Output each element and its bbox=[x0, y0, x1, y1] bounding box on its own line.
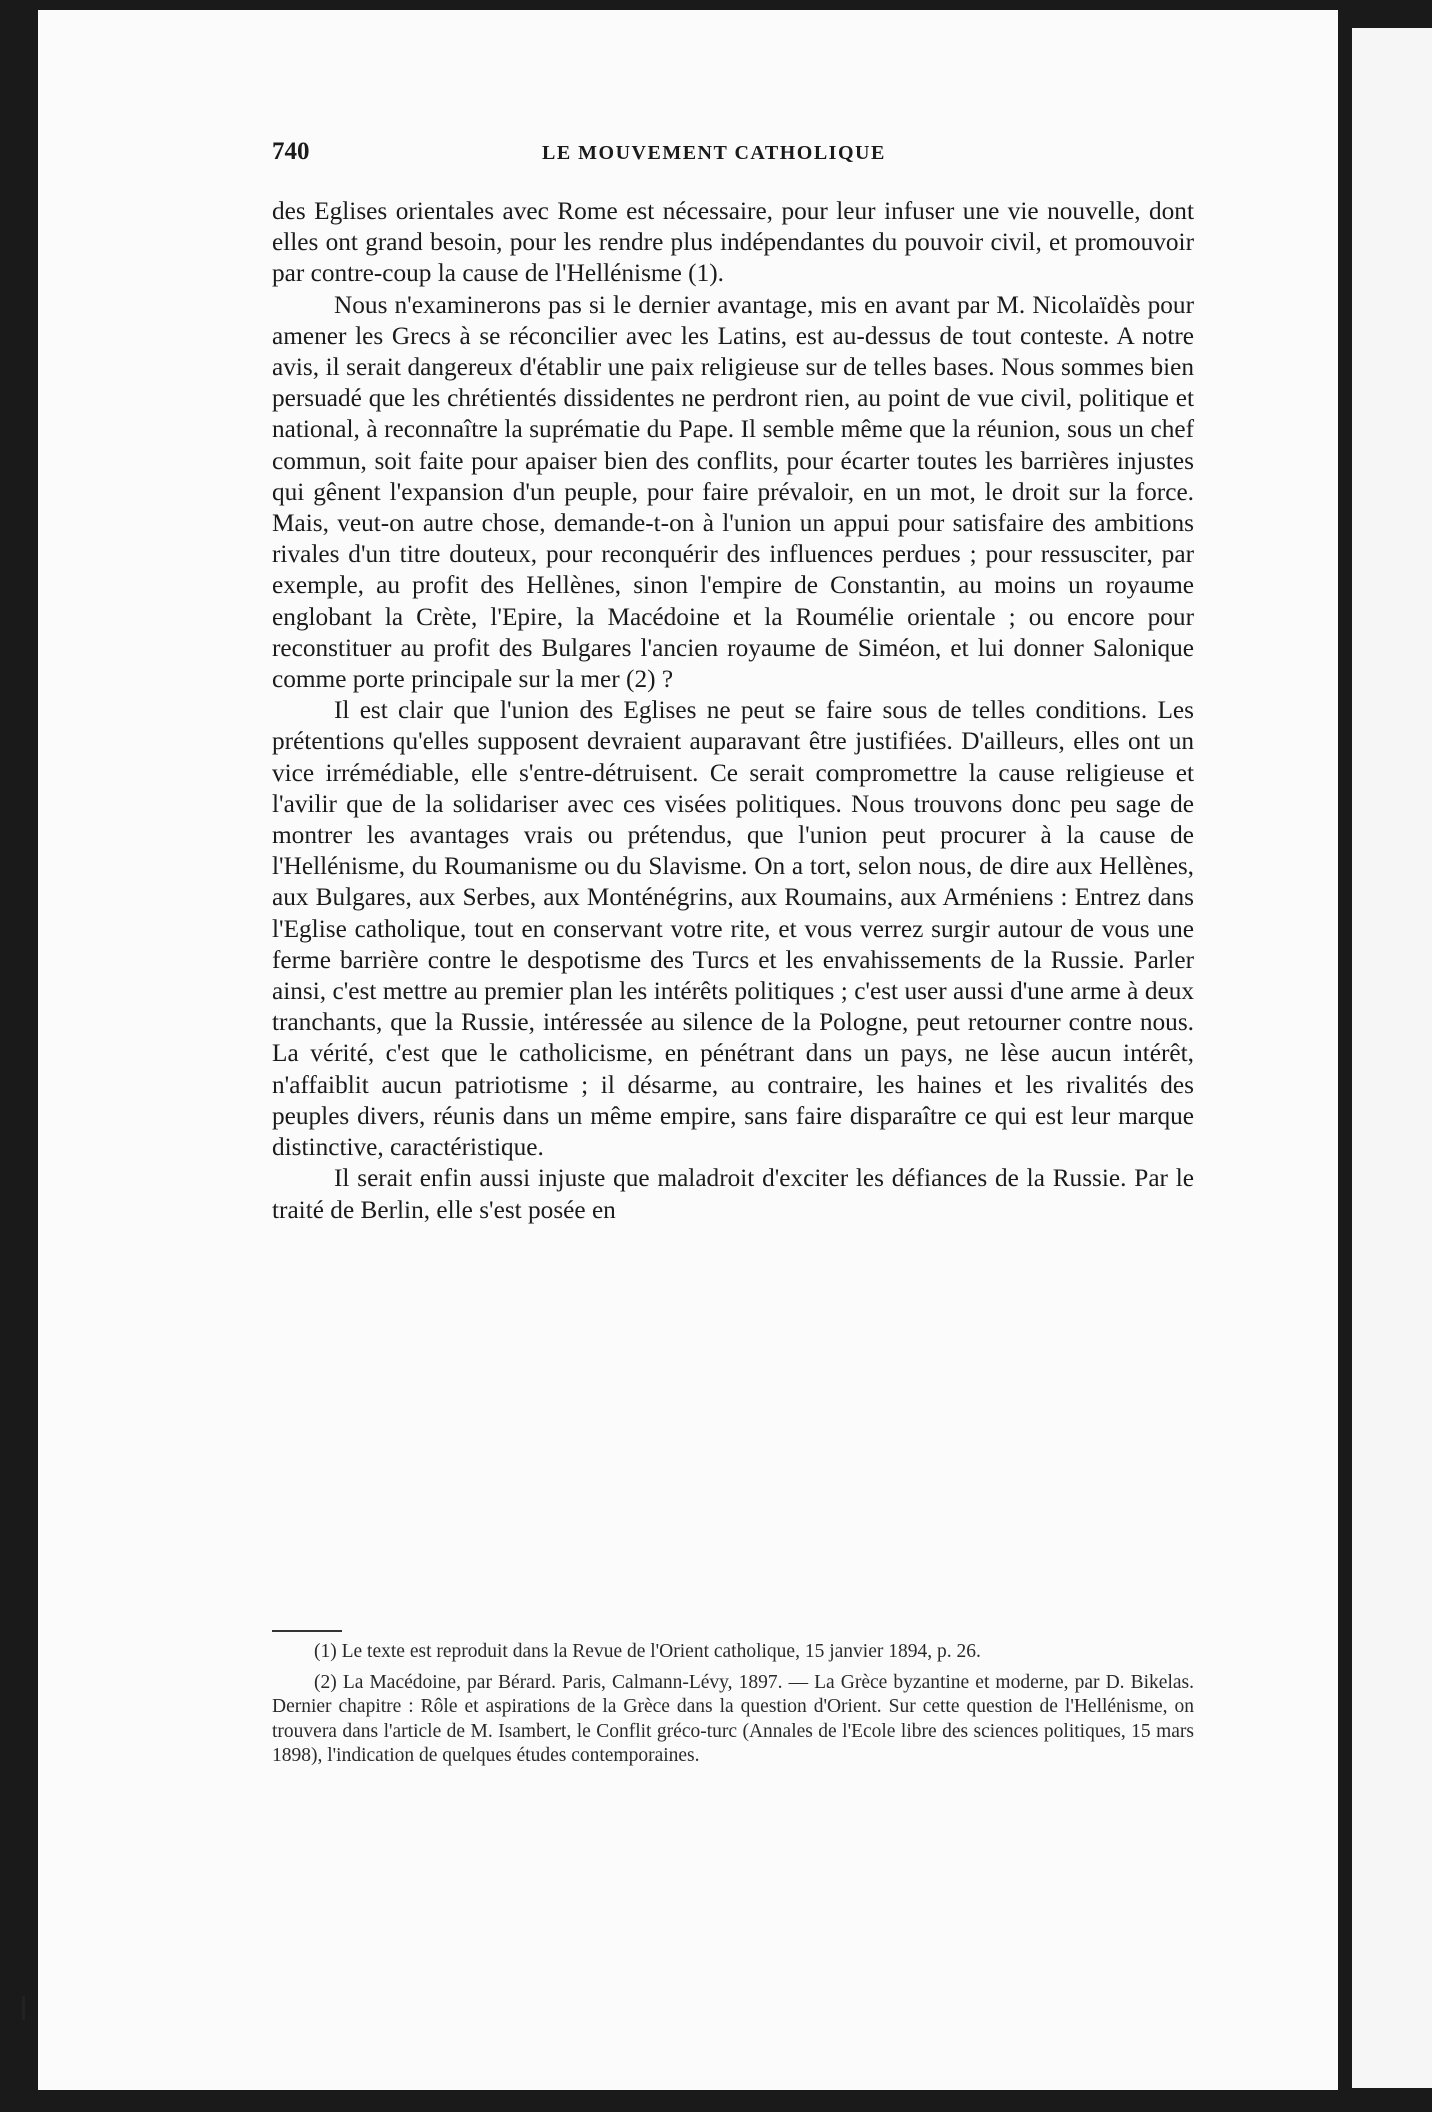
page-number: 740 bbox=[272, 138, 310, 165]
footnote: (1) Le texte est reproduit dans la Revue de l'Orient catholique, 15 janvier 1894, p. 26. bbox=[314, 1641, 981, 1662]
running-title: LE MOUVEMENT CATHOLIQUE bbox=[542, 142, 886, 164]
paragraph: des Eglises orientales avec Rome est nécessaire, pour leur infuser une vie nouvelle, dont elles ont grand besoin, pour les rendre plus indépendantes du pouvoir civil, et promouvoir par contre-coup la cause de l'Hellénisme (1). bbox=[272, 197, 1194, 288]
paragraph: Il serait enfin aussi injuste que maladroit d'exciter les défiances de la Russie. Par le traité de Berlin, elle s'est posée en bbox=[272, 1164, 1194, 1224]
adjacent-page-edge bbox=[1352, 28, 1432, 2088]
scan-edge-mark bbox=[22, 1996, 25, 2020]
paragraph: Nous n'examinerons pas si le dernier avantage, mis en avant par M. Nicolaïdès pour amener les Grecs à se réconcilier avec les Latins, est au-dessus de tout conteste. A notre avis, il serait dangereux d'établir une paix religieuse sur de telles bases. Nous sommes bien persuadé que les chrétientés dissidentes ne perdront rien, au point de vue civil, politique et national, à reconnaître la suprématie du Pape. Il semble même que la réunion, sous un chef commun, soit faite pour apaiser bien des conflits, pour écarter toutes les barrières injustes qui gênent l'expansion d'un peuple, pour faire prévaloir, en un mot, le droit sur la force. Mais, veut-on autre chose, demande-t-on à l'union un appui pour satisfaire des ambitions rivales d'un titre douteux, pour reconquérir des influences perdues ; pour ressusciter, par exemple, au profit des Hellènes, sinon l'empire de Constantin, au moins un royaume englobant la Crète, l'Epire, la Macédoine et la Roumélie orientale ; ou encore pour reconstituer au profit des Bulgares l'ancien royaume de Siméon, et lui donner Salonique comme porte principale sur la mer (2) ? bbox=[272, 290, 1194, 694]
footnote-divider bbox=[272, 1630, 342, 1632]
footnote: (2) La Macédoine, par Bérard. Paris, Calmann-Lévy, 1897. — La Grèce byzantine et moderne, par D. Bikelas. Dernier chapitre : Rôle et aspirations de la Grèce dans la question d'Orient. Sur cette question de l'Hellénisme, on trouvera dans l'article de M. Isambert, le Conflit gréco-turc (Annales de l'Ecole libre des sciences politiques, 15 mars 1898), l'indication de quelques études contemporaines. bbox=[272, 1671, 1194, 1766]
footnotes bbox=[272, 1640, 1194, 1775]
page-header bbox=[272, 138, 1192, 174]
body-text bbox=[272, 196, 1194, 1226]
paragraph: Il est clair que l'union des Eglises ne peut se faire sous de telles conditions. Les prétentions qu'elles supposent devraient auparavant être justifiées. D'ailleurs, elles ont un vice irrémédiable, elle s'entre-détruisent. Ce serait compromettre la cause religieuse et l'avilir que de la solidariser avec ces visées politiques. Nous trouvons donc peu sage de montrer les avantages vrais ou prétendus, que l'union peut procurer à la cause de l'Hellénisme, du Roumanisme ou du Slavisme. On a tort, selon nous, de dire aux Hellènes, aux Bulgares, aux Serbes, aux Monténégrins, aux Roumains, aux Arméniens : Entrez dans l'Eglise catholique, tout en conservant votre rite, et vous verrez surgir autour de vous une ferme barrière contre le despotisme des Turcs et les envahissements de la Russie. Parler ainsi, c'est mettre au premier plan les intérêts politiques ; c'est user aussi d'une arme à deux tranchants, que la Russie, intéressée au silence de la Pologne, peut retourner contre nous. La vérité, c'est que le catholicisme, en pénétrant dans un pays, ne lèse aucun intérêt, n'affaiblit aucun patriotisme ; il désarme, au contraire, les haines et les rivalités des peuples divers, réunis dans un même empire, sans faire disparaître ce qui est leur marque distinctive, caractéristique. bbox=[272, 696, 1194, 1162]
